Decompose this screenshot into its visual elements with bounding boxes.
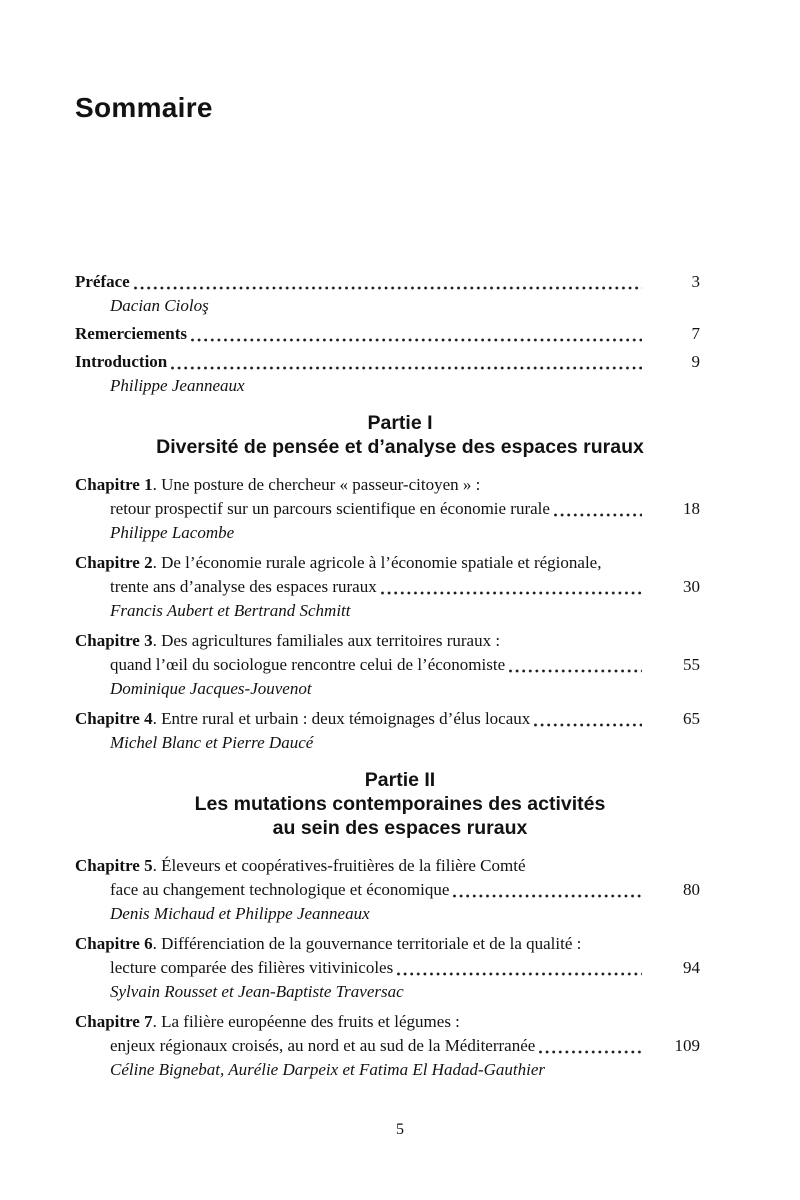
toc-chapter-7 xyxy=(0,1010,800,1082)
front-matter-entry-introduction xyxy=(0,350,800,398)
part-title-line: Diversité de pensée et d’analyse des espaces ruraux xyxy=(156,436,644,458)
toc-title-line xyxy=(75,322,700,346)
dot-leader xyxy=(505,653,648,677)
toc-chapter-1 xyxy=(0,473,800,545)
dot-leader xyxy=(550,497,648,521)
chapter-title-line xyxy=(75,551,700,575)
toc-body xyxy=(0,270,800,1082)
entry-author: Dacian Cioloş xyxy=(110,296,209,315)
chapter-authors: Philippe Lacombe xyxy=(110,523,235,542)
chapter-authors: Sylvain Rousset et Jean-Baptiste Traversac xyxy=(110,982,404,1001)
chapter-page-number: 18 xyxy=(683,499,700,518)
entry-page-number: 7 xyxy=(691,324,700,343)
part-label: Partie II xyxy=(364,769,436,791)
chapter-title-line xyxy=(75,932,700,956)
dot-leader xyxy=(167,350,648,374)
chapter-label: Chapitre 7 xyxy=(75,1012,153,1031)
front-matter-entry-remerciements xyxy=(0,322,800,346)
entry-title: Introduction xyxy=(75,352,168,371)
chapter-subtitle: retour prospectif sur un parcours scientifique en économie rurale xyxy=(110,499,550,518)
chapter-title: . De l’économie rurale agricole à l’économie spatiale et régionale, xyxy=(152,553,602,572)
toc-chapter-4 xyxy=(0,707,800,755)
chapter-subtitle: lecture comparée des filières vitivinicoles xyxy=(110,958,394,977)
toc-chapter-3 xyxy=(0,629,800,701)
chapter-page-number: 65 xyxy=(683,709,700,728)
chapter-subtitle-line xyxy=(75,653,700,677)
chapter-title: . Des agricultures familiales aux territoires ruraux : xyxy=(152,631,501,650)
part-label: Partie I xyxy=(367,412,433,434)
dot-leader xyxy=(130,270,648,294)
chapter-title-line xyxy=(75,473,700,497)
part-heading-1 xyxy=(0,411,800,459)
chapter-title: . Entre rural et urbain : deux témoignages d’élus locaux xyxy=(152,709,531,728)
toc-chapter-5 xyxy=(0,854,800,926)
part-title-line: Les mutations contemporaines des activités xyxy=(194,793,606,815)
chapter-authors: Dominique Jacques-Jouvenot xyxy=(110,679,312,698)
chapter-label: Chapitre 3 xyxy=(75,631,153,650)
chapter-authors: Michel Blanc et Pierre Daucé xyxy=(110,733,314,752)
chapter-authors: Francis Aubert et Bertrand Schmitt xyxy=(110,601,351,620)
toc-title-line xyxy=(75,270,700,294)
part-title-line: au sein des espaces ruraux xyxy=(272,817,528,839)
toc-title-line xyxy=(75,350,700,374)
chapter-label: Chapitre 1 xyxy=(75,475,153,494)
chapter-page-number: 30 xyxy=(683,577,700,596)
part-heading-2 xyxy=(0,768,800,840)
chapter-subtitle-line xyxy=(75,878,700,902)
chapter-title-wrap xyxy=(75,707,530,731)
chapter-label: Chapitre 4 xyxy=(75,709,153,728)
chapter-title-line xyxy=(75,707,700,731)
chapter-title-line xyxy=(75,854,700,878)
chapter-subtitle: trente ans d’analyse des espaces ruraux xyxy=(110,577,377,596)
dot-leader xyxy=(530,707,648,731)
chapter-authors: Denis Michaud et Philippe Jeanneaux xyxy=(110,904,370,923)
chapter-page-number: 55 xyxy=(683,655,700,674)
chapter-title-line xyxy=(75,629,700,653)
chapter-title-line xyxy=(75,1010,700,1034)
chapter-title: . Différenciation de la gouvernance territoriale et de la qualité : xyxy=(152,934,582,953)
dot-leader xyxy=(393,956,648,980)
chapter-subtitle: quand l’œil du sociologue rencontre celui de l’économiste xyxy=(110,655,506,674)
chapter-subtitle-line xyxy=(75,1034,700,1058)
entry-author: Philippe Jeanneaux xyxy=(110,376,245,395)
chapter-subtitle-line xyxy=(75,497,700,521)
chapter-label: Chapitre 6 xyxy=(75,934,153,953)
page-title: Sommaire xyxy=(75,92,213,123)
entry-page-number: 3 xyxy=(691,272,700,291)
chapter-subtitle-line xyxy=(75,575,700,599)
chapter-title: . Éleveurs et coopératives-fruitières de la filière Comté xyxy=(152,856,526,875)
chapter-title: . Une posture de chercheur « passeur-citoyen » : xyxy=(152,475,481,494)
folio-page-number: 5 xyxy=(396,1121,404,1138)
chapter-subtitle-line xyxy=(75,956,700,980)
entry-title: Préface xyxy=(75,272,130,291)
chapter-label: Chapitre 5 xyxy=(75,856,153,875)
entry-page-number: 9 xyxy=(691,352,700,371)
chapter-page-number: 80 xyxy=(683,880,700,899)
dot-leader xyxy=(535,1034,648,1058)
chapter-label: Chapitre 2 xyxy=(75,553,153,572)
toc-chapter-6 xyxy=(0,932,800,1004)
chapter-page-number: 94 xyxy=(683,958,700,977)
chapter-authors: Céline Bignebat, Aurélie Darpeix et Fatima El Hadad-Gauthier xyxy=(110,1060,545,1079)
toc-chapter-2 xyxy=(0,551,800,623)
chapter-title: . La filière européenne des fruits et légumes : xyxy=(152,1012,460,1031)
dot-leader xyxy=(449,878,648,902)
dot-leader xyxy=(187,322,648,346)
chapter-subtitle: enjeux régionaux croisés, au nord et au sud de la Méditerranée xyxy=(110,1036,536,1055)
entry-title: Remerciements xyxy=(75,324,188,343)
dot-leader xyxy=(377,575,648,599)
front-matter-entry-preface xyxy=(0,270,800,318)
chapter-subtitle: face au changement technologique et économique xyxy=(110,880,450,899)
chapter-page-number: 109 xyxy=(674,1036,700,1055)
